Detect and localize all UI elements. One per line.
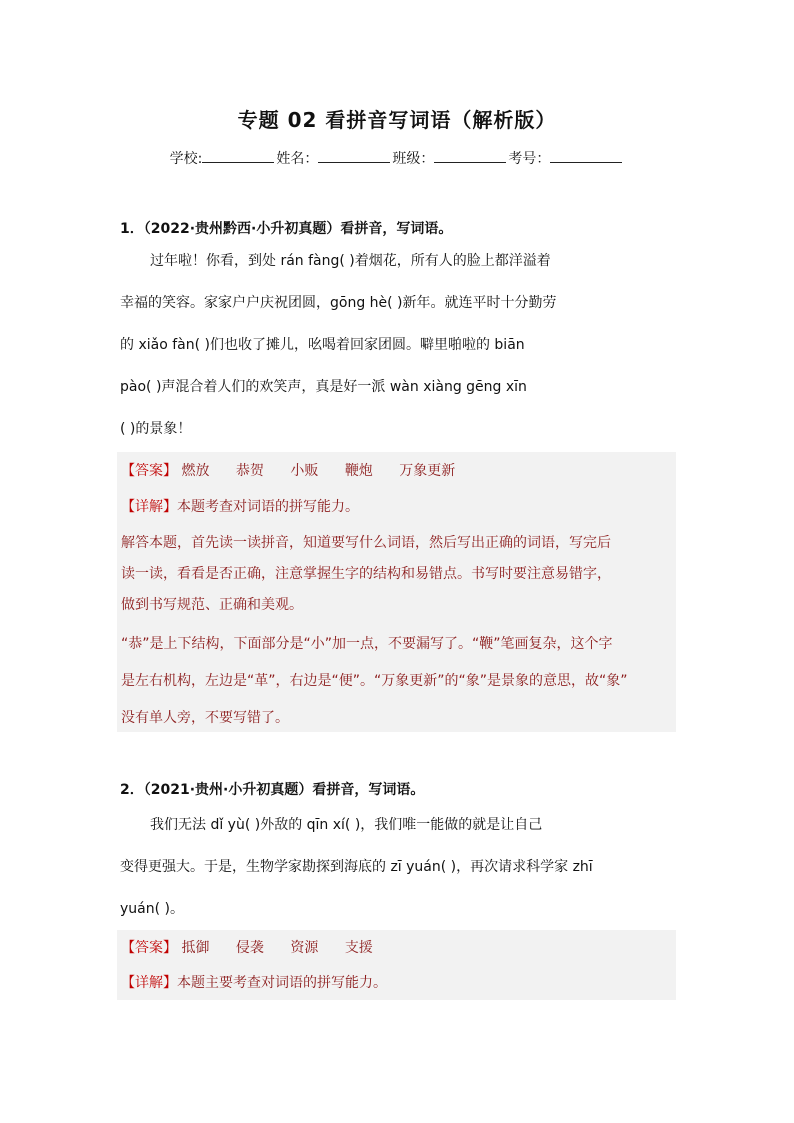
class-blank[interactable]: [434, 148, 506, 163]
question-2-passage: [120, 804, 675, 930]
passage-line: 过年啦！你看，到处 rán fàng( )着烟花，所有人的脸上都洋溢着: [150, 253, 551, 269]
answer-word: 燃放: [181, 463, 210, 479]
detail-text: 做到书写规范、正确和美观。: [121, 597, 303, 613]
answer-word: 支援: [344, 940, 373, 956]
answer-word: 资源: [290, 940, 319, 956]
answer-word: 抵御: [181, 940, 210, 956]
detail-text: 读一读，看看是否正确，注意掌握生字的结构和易错点。书写时要注意易错字，: [121, 566, 611, 582]
passage-line: 幸福的笑容。家家户户庆祝团圆，gōng hè( )新年。就连平时十分勤劳: [120, 295, 557, 311]
detail-tag: 【详解】: [121, 499, 177, 515]
question-1-passage: [120, 240, 675, 450]
answer-line: [121, 935, 395, 961]
name-blank[interactable]: [318, 148, 390, 163]
number-blank[interactable]: [550, 148, 622, 163]
passage-line: 我们无法 dǐ yù( )外敌的 qīn xí( )，我们唯一能做的就是让自己: [150, 817, 543, 833]
detail-line: [121, 970, 387, 996]
detail-tag: 【详解】: [121, 975, 177, 991]
passage-line: yuán( )。: [120, 901, 184, 917]
detail-text: 没有单人旁，不要写错了。: [121, 710, 289, 726]
answer-word: 侵袭: [235, 940, 264, 956]
answer-tag: 【答案】: [121, 463, 177, 479]
answer-word: 鞭炮: [344, 463, 373, 479]
passage-line: ( )的景象！: [120, 421, 192, 437]
question-2-answer-box: [117, 930, 676, 1000]
answer-tag: 【答案】: [121, 940, 177, 956]
detail-line: [121, 494, 359, 520]
passage-line: 变得更强大。于是，生物学家勘探到海底的 zī yuán( )，再次请求科学家 zhī: [120, 859, 593, 875]
class-label: 班级：: [392, 151, 435, 167]
detail-intro: 本题主要考查对词语的拼写能力。: [177, 975, 387, 991]
passage-line: 的 xiǎo fàn( )们也收了摊儿，吆喝着回家团圆。噼里啪啦的 biān: [120, 337, 525, 353]
passage-line: pào( )声混合着人们的欢笑声，真是好一派 wàn xiàng gēng xīn: [120, 379, 527, 395]
detail-text: 是左右机构，左边是“革”，右边是“便”。“万象更新”的“象”是景象的意思，故“象”: [121, 673, 628, 689]
name-label: 姓名：: [276, 151, 319, 167]
detail-body: [121, 528, 611, 621]
detail-text: 解答本题，首先读一读拼音，知道要写什么词语，然后写出正确的词语，写完后: [121, 535, 611, 551]
answer-line: [121, 458, 477, 484]
detail-intro: 本题考查对词语的拼写能力。: [177, 499, 359, 515]
question-2-heading: 2．（2021·贵州·小升初真题）看拼音，写词语。: [120, 782, 425, 798]
school-label: 学校:: [169, 151, 203, 167]
number-label: 考号：: [508, 151, 551, 167]
student-info-row: [0, 148, 794, 168]
detail-body-2: [121, 626, 628, 737]
question-1-heading: 1．（2022·贵州黔西·小升初真题）看拼音，写词语。: [120, 221, 453, 237]
page-title: 专题 02 看拼音写词语（解析版）: [237, 108, 557, 132]
school-blank[interactable]: [202, 148, 274, 163]
detail-text: “恭”是上下结构，下面部分是“小”加一点，不要漏写了。“鞭”笔画复杂，这个字: [121, 636, 613, 652]
answer-word: 恭贺: [235, 463, 264, 479]
answer-word: 万象更新: [399, 463, 456, 479]
answer-word: 小贩: [290, 463, 319, 479]
question-1-answer-box: [117, 452, 676, 732]
